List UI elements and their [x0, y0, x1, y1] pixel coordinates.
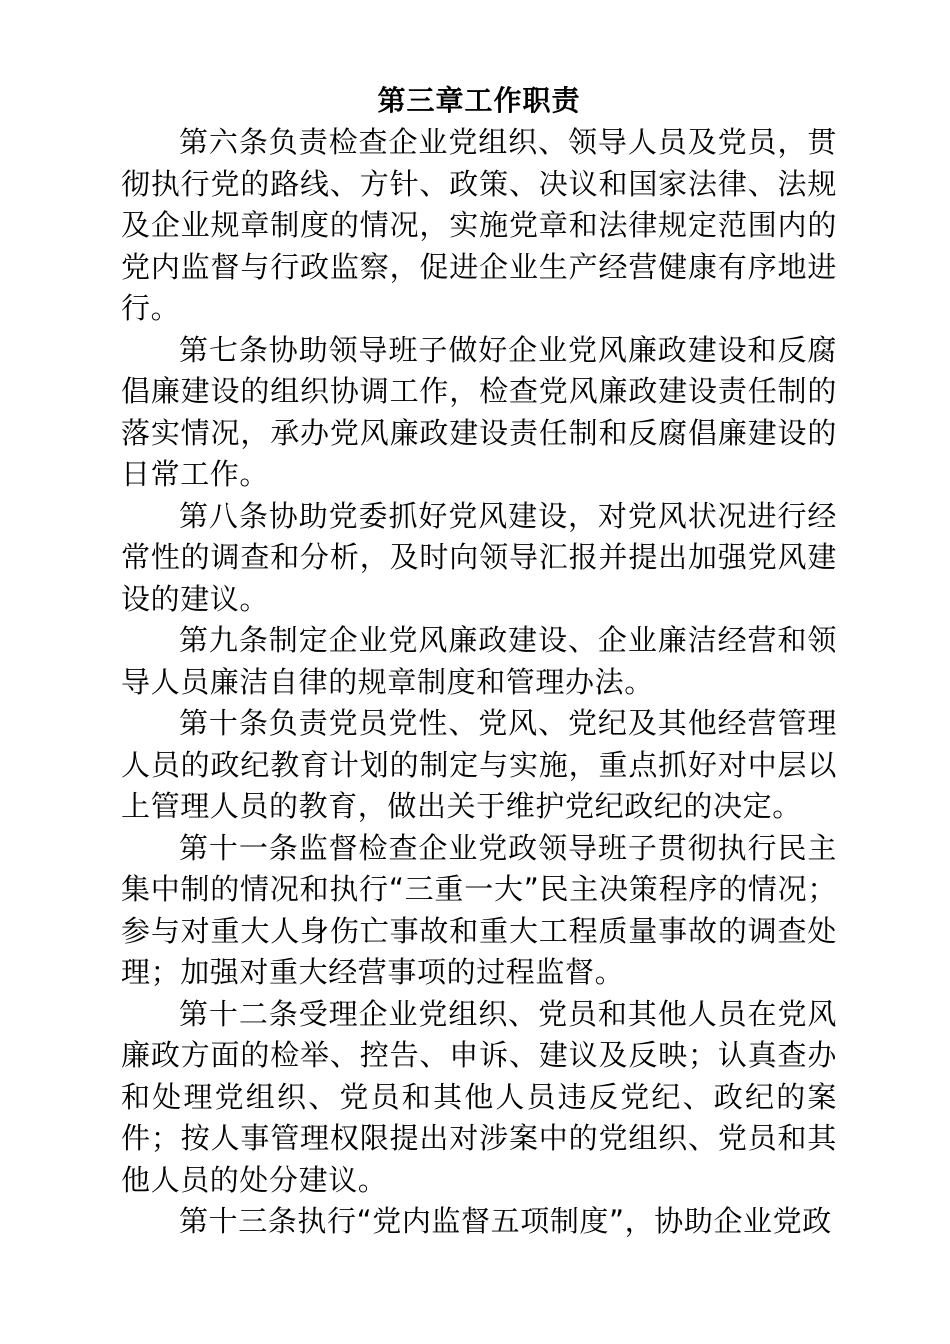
article-9: 第九条制定企业党风廉政建设、企业廉洁经营和领导人员廉洁自律的规章制度和管理办法。: [121, 623, 837, 699]
article-13: 第十三条执行“党内监督五项制度”，协助企业党政: [179, 1204, 832, 1238]
article-10: 第十条负责党员党性、党风、党纪及其他经营管理人员的政纪教育计划的制定与实施，重点抓好对中层以上管理人员的教育，做出关于维护党纪政纪的决定。: [121, 706, 837, 823]
article-8: 第八条协助党委抓好党风建设，对党风状况进行经常性的调查和分析，及时向领导汇报并提出加强党风建设的建议。: [121, 498, 837, 616]
document-page: [121, 80, 837, 1243]
chapter-title: 第三章工作职责: [377, 84, 581, 117]
article-11: 第十一条监督检查企业党政领导班子贯彻执行民主集中制的情况和执行“三重一大”民主决策程序的情况；参与对重大人身伤亡事故和重大工程质量事故的调查处理；加强对重大经营事项的过程监督。: [121, 830, 837, 989]
article-6: 第六条负责检查企业党组织、领导人员及党员，贯彻执行党的路线、方针、政策、决议和国家法律、法规及企业规章制度的情况，实施党章和法律规定范围内的党内监督与行政监察，促进企业生产经营健康有序地进行。: [121, 125, 837, 325]
article-12: 第十二条受理企业党组织、党员和其他人员在党风廉政方面的检举、控告、申诉、建议及反映；认真查办和处理党组织、党员和其他人员违反党纪、政纪的案件；按人事管理权限提出对涉案中的党组织、党员和其他人员的处分建议。: [121, 996, 837, 1197]
article-7: 第七条协助领导班子做好企业党风廉政建设和反腐倡廉建设的组织协调工作，检查党风廉政建设责任制的落实情况，承办党风廉政建设责任制和反腐倡廉建设的日常工作。: [121, 332, 837, 491]
